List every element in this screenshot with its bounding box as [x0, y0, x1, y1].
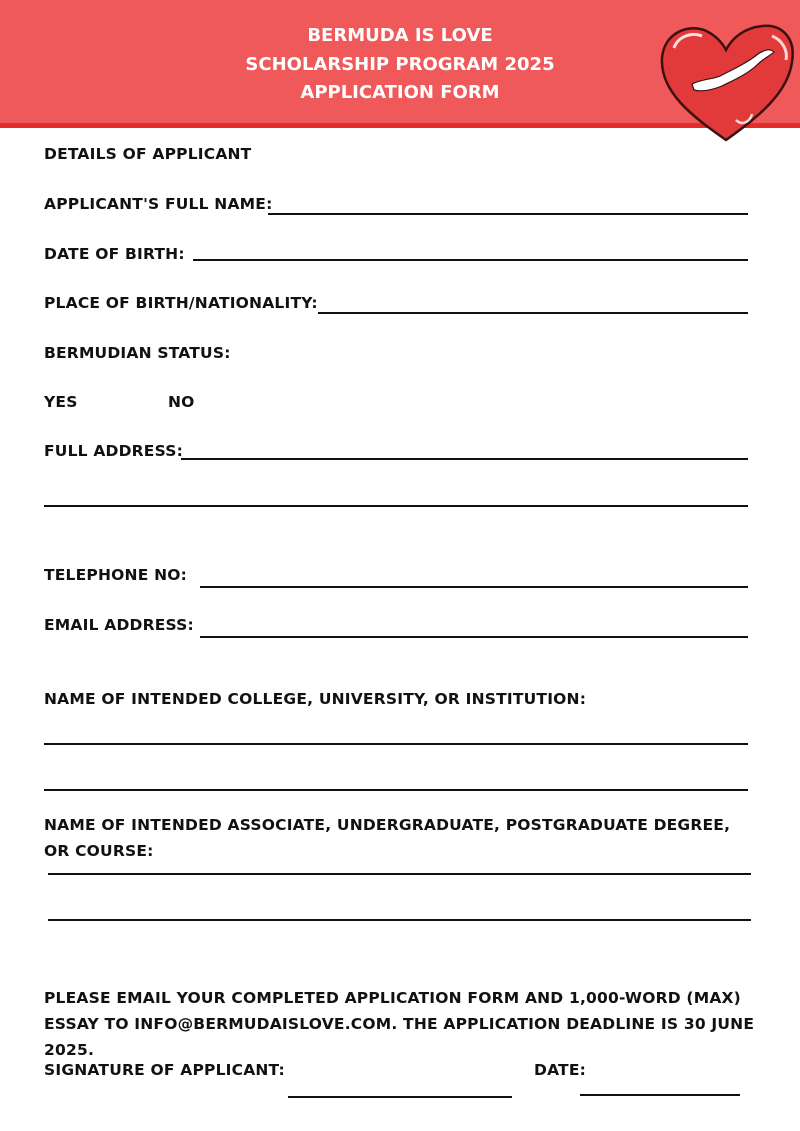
institution-label: NAME OF INTENDED COLLEGE, UNIVERSITY, OR INSTITUTION:	[44, 690, 587, 708]
date-field[interactable]	[580, 1094, 740, 1096]
status-yes-option[interactable]: YES	[44, 393, 78, 411]
dob-field[interactable]	[193, 259, 748, 261]
title-line-1: BERMUDA IS LOVE	[307, 25, 493, 46]
status-label: BERMUDIAN STATUS:	[44, 344, 231, 362]
heart-bermuda-logo-icon	[652, 18, 800, 146]
full-name-field[interactable]	[268, 213, 748, 215]
full-name-label: APPLICANT'S FULL NAME:	[44, 195, 273, 213]
pob-label: PLACE OF BIRTH/NATIONALITY:	[44, 294, 318, 312]
telephone-label: TELEPHONE NO:	[44, 566, 188, 584]
address-field-line-2[interactable]	[44, 505, 748, 507]
date-label: DATE:	[534, 1061, 587, 1079]
section-title: DETAILS OF APPLICANT	[44, 145, 252, 163]
signature-label: SIGNATURE OF APPLICANT:	[44, 1061, 285, 1079]
title-line-3: APPLICATION FORM	[300, 82, 500, 103]
course-field-line-2[interactable]	[48, 919, 751, 921]
institution-field-line-2[interactable]	[44, 789, 748, 791]
dob-label: DATE OF BIRTH:	[44, 245, 185, 263]
address-label: FULL ADDRESS:	[44, 442, 184, 460]
institution-field-line-1[interactable]	[44, 743, 748, 745]
telephone-field[interactable]	[200, 586, 748, 588]
address-field-line-1[interactable]	[181, 458, 748, 460]
submission-instructions: PLEASE EMAIL YOUR COMPLETED APPLICATION FORM AND 1,000-WORD (MAX) ESSAY TO INFO@BERMUDAISLOVE.COM. THE APPLICATION DEADLINE IS 30 JUNE 2025.	[44, 989, 755, 1059]
email-field[interactable]	[200, 636, 748, 638]
signature-field[interactable]	[288, 1096, 512, 1098]
course-label: NAME OF INTENDED ASSOCIATE, UNDERGRADUATE, POSTGRADUATE DEGREE, OR COURSE:	[44, 816, 731, 860]
pob-field[interactable]	[318, 312, 748, 314]
course-field-line-1[interactable]	[48, 873, 751, 875]
title-line-2: SCHOLARSHIP PROGRAM 2025	[245, 53, 555, 75]
status-no-option[interactable]: NO	[168, 393, 195, 411]
email-label: EMAIL ADDRESS:	[44, 616, 194, 634]
